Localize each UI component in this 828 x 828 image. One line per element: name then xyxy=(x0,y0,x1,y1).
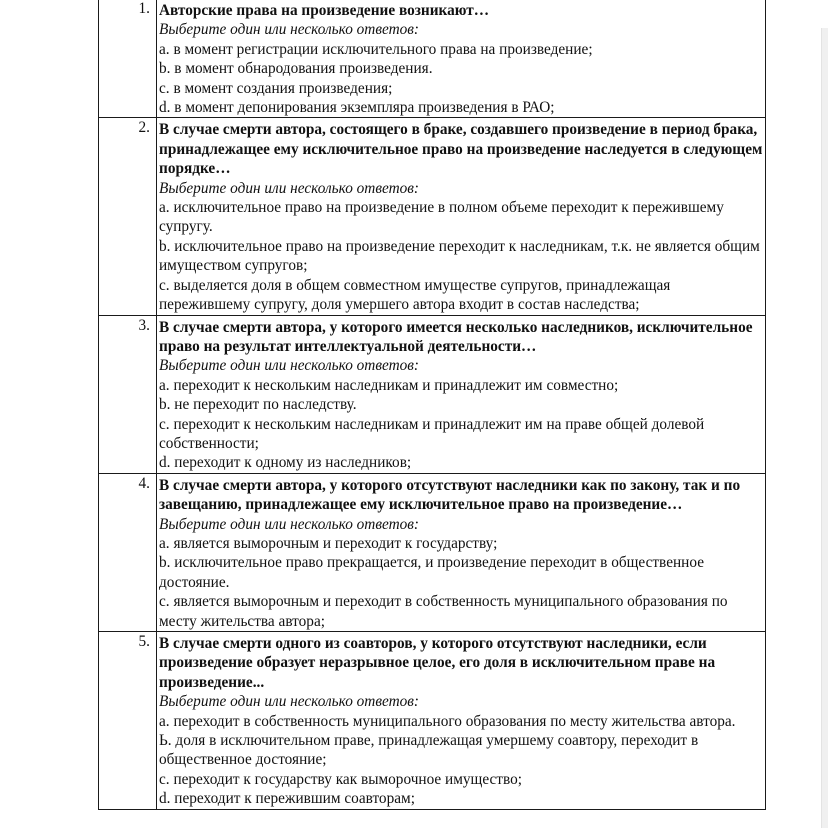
question-row xyxy=(99,473,766,631)
question-number: 4. xyxy=(99,473,157,631)
answer-instruction: Выберите один или несколько ответов: xyxy=(159,693,420,711)
question-text: В случае смерти автора, у которого отсутствуют наследники как по закону, так и по завещанию, принадлежащее ему исключительное право на произведение… xyxy=(159,476,741,514)
answer-instruction: Выберите один или несколько ответов: xyxy=(159,179,420,197)
answer-option: a. переходит в собственность муниципального образования по месту жительства автора. xyxy=(159,712,736,730)
answer-option: a. в момент регистрации исключительного права на произведение; xyxy=(159,40,593,58)
question-text: В случае смерти одного из соавторов, у которого отсутствуют наследники, если произведение образует неразрывное целое, его доля в исключительном праве на произведение... xyxy=(159,635,716,691)
answer-option: a. является выморочным и переходит к государству; xyxy=(159,534,498,552)
question-content xyxy=(157,315,766,473)
answer-instruction: Выберите один или несколько ответов: xyxy=(159,515,420,533)
question-text: В случае смерти автора, у которого имеется несколько наследников, исключительное право на результат интеллектуальной деятельности… xyxy=(159,318,753,355)
question-content xyxy=(157,118,766,315)
answer-option: a. переходит к нескольким наследникам и принадлежит им совместно; xyxy=(159,376,619,394)
question-row xyxy=(99,315,766,473)
answer-option: c. переходит к нескольким наследникам и принадлежит им на праве общей долевой собственности; xyxy=(159,415,705,452)
answer-option: a. исключительное право на произведение в полном объеме переходит к пережившему супругу. xyxy=(159,199,724,236)
question-row xyxy=(99,632,766,810)
answer-instruction: Выберите один или несколько ответов: xyxy=(159,21,420,39)
answer-option: d. в момент депонирования экземпляра произведения в РАО; xyxy=(159,99,555,117)
question-content xyxy=(157,632,766,810)
question-text: Авторские права на произведение возникают… xyxy=(159,2,490,19)
answer-option: b. в момент обнародования произведения. xyxy=(159,60,433,78)
question-row xyxy=(99,118,766,315)
question-number: 5. xyxy=(99,632,157,810)
answer-option: Ь. доля в исключительном праве, принадлежащая умершему соавтору, переходит в общественное достояние; xyxy=(159,732,699,769)
answer-option: c. в момент создания произведения; xyxy=(159,79,393,97)
answer-option: c. переходит к государству как выморочное имущество; xyxy=(159,770,522,788)
answer-option: c. выделяется доля в общем совместном имуществе супругов, принадлежащая пережившему супругу, доля умершего автора входит в состав наследства; xyxy=(159,276,671,314)
quiz-table xyxy=(98,0,766,810)
answer-option: c. является выморочным и переходит в собственность муниципального образования по месту жительства автора; xyxy=(159,593,728,630)
question-text: В случае смерти автора, состоящего в браке, создавшего произведение в период брака, принадлежащее ему исключительное право на произведение наследуется в следующем порядке… xyxy=(159,121,763,178)
question-number: 2. xyxy=(99,118,157,315)
answer-option: d. переходит к пережившим соавторам; xyxy=(159,790,415,808)
scrollbar-track[interactable] xyxy=(821,28,828,828)
answer-option: d. переходит к одному из наследников; xyxy=(159,454,412,472)
answer-option: b. не переходит по наследству. xyxy=(159,396,357,414)
question-content xyxy=(157,473,766,631)
answer-instruction: Выберите один или несколько ответов: xyxy=(159,357,420,375)
answer-option: b. исключительное право прекращается, и произведение переходит в общественное достояние. xyxy=(159,554,704,591)
question-number: 1. xyxy=(99,0,157,118)
question-number: 3. xyxy=(99,315,157,473)
question-row xyxy=(99,0,766,118)
question-content xyxy=(157,0,766,118)
answer-option: b. исключительное право на произведение переходит к наследникам, т.к. не является общим имуществом супругов; xyxy=(159,237,760,275)
